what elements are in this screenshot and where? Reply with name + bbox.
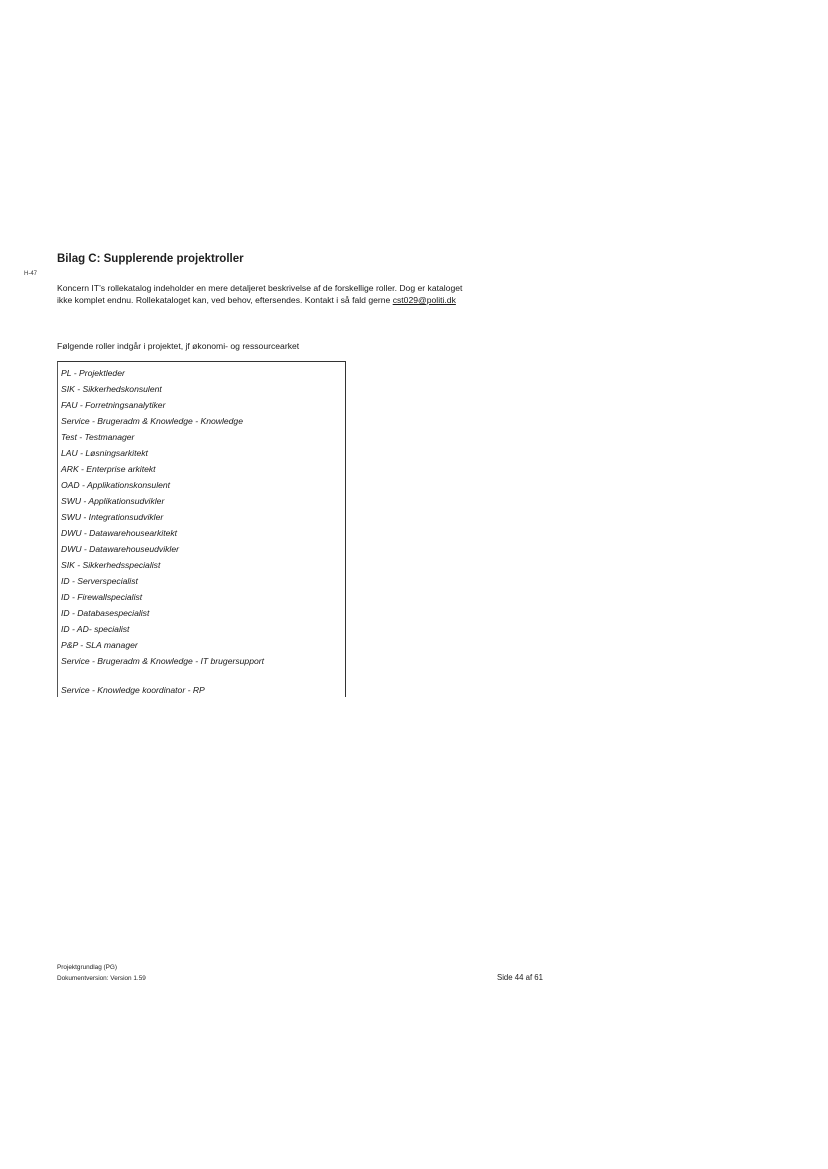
footer-doc-info [57,962,146,984]
role-item: Test - Testmanager [61,432,135,442]
role-item: SIK - Sikkerhedsspecialist [61,560,161,570]
role-item: SWU - Integrationsudvikler [61,512,164,522]
footer-doc-title: Projektgrundlag (PG) [57,964,118,971]
intro-paragraph [57,282,577,306]
role-item: FAU - Forretningsanalytiker [61,400,166,410]
role-item: Service - Brugeradm & Knowledge - Knowledge [61,416,243,426]
role-item: LAU - Løsningsarkitekt [61,448,148,458]
intro-line-1: Koncern IT’s rollekatalog indeholder en mere detaljeret beskrivelse af de forskellige roller. Dog er kataloget [57,283,463,293]
role-item: Service - Brugeradm & Knowledge - IT brugersupport [61,656,265,666]
roles-table [57,361,346,697]
footer-page-number: Side 44 af 61 [497,973,543,982]
role-item: DWU - Datawarehousearkitekt [61,528,178,538]
role-item: ID - Firewallspecialist [61,592,143,602]
role-item: DWU - Datawarehouseudvikler [61,544,179,554]
role-item: Service - Knowledge koordinator - RP [61,685,205,695]
role-item: ID - Serverspecialist [61,576,138,586]
margin-note: H-47 [24,271,38,277]
intro-line-2 [57,294,577,306]
role-item: SWU - Applikationsudvikler [61,496,165,506]
role-item: P&P - SLA manager [61,640,138,650]
role-item: PL - Projektleder [61,368,125,378]
role-item: ID - Databasespecialist [61,608,150,618]
contact-email-link[interactable]: cst029@politi.dk [392,295,456,305]
roles-list [58,362,345,698]
role-item: ARK - Enterprise arkitekt [61,464,156,474]
roles-lead-text: Følgende roller indgår i projektet, jf økonomi- og ressourcearket [57,341,300,351]
role-item: OAD - Applikationskonsulent [61,480,171,490]
role-item: ID - AD- specialist [61,624,130,634]
intro-line-2-text: ikke komplet endnu. Rollekataloget kan, ved behov, eftersendes. Kontakt i så fald gerne [57,295,393,305]
role-item: SIK - Sikkerhedskonsulent [61,384,162,394]
section-heading: Bilag C: Supplerende projektroller [57,253,244,265]
footer-doc-version: Dokumentversion: Version 1.59 [57,975,146,982]
